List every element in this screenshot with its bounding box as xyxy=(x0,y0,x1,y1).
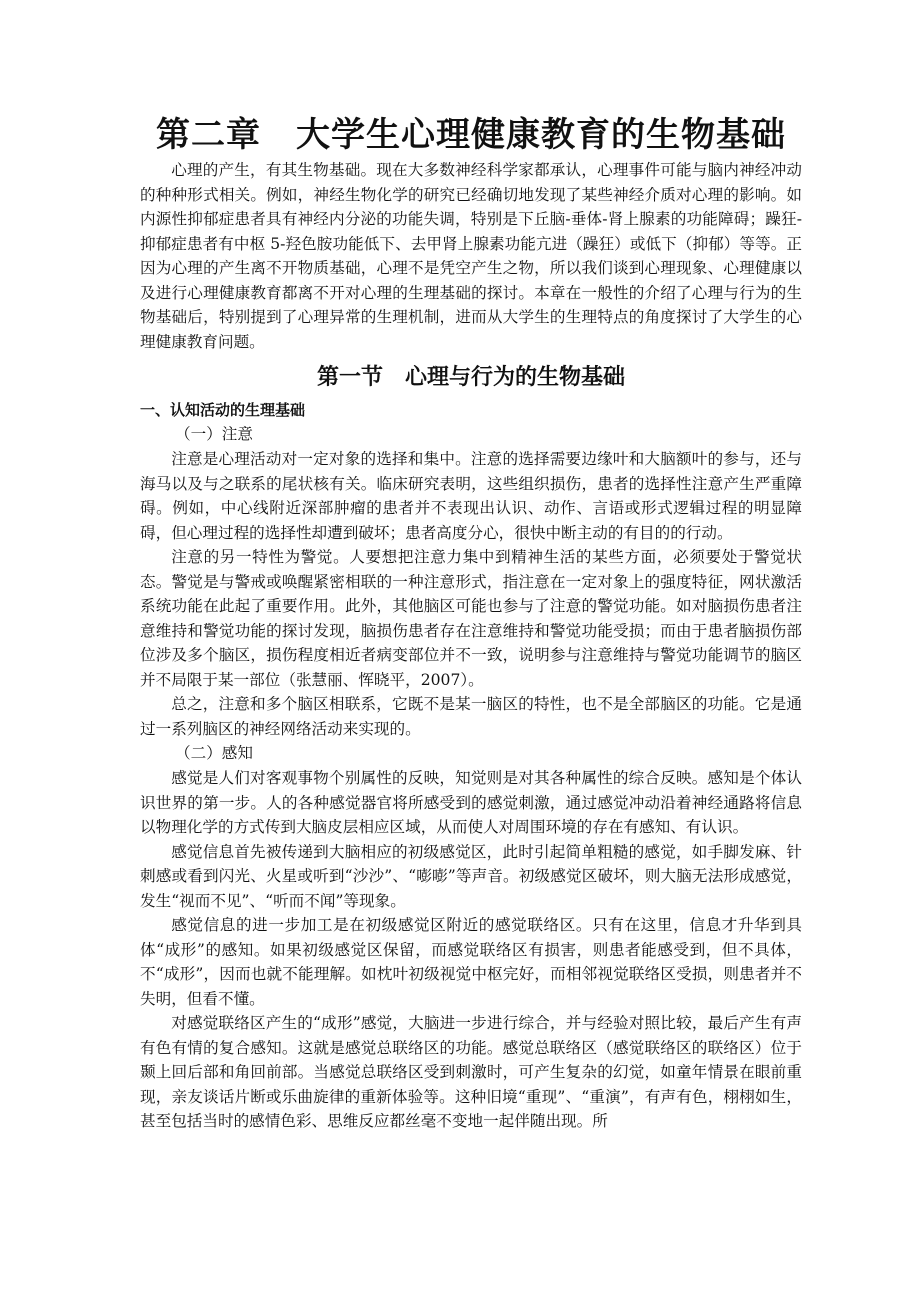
attention-paragraph: 总之，注意和多个脑区相联系，它既不是某一脑区的特性，也不是全部脑区的功能。它是通过一系列脑区的神经网络活动来实现的。 xyxy=(140,695,802,738)
perception-paragraph: 对感觉联络区产生的“成形”感觉，大脑进一步进行综合，并与经验对照比较，最后产生有声有色有情的复合感知。这就是感觉总联络区的功能。感觉总联络区（感觉联络区的联络区）位于颞上回后部和角回前部。当感觉总联络区受到刺激时，可产生复杂的幻觉，如童年情景在眼前重现，亲友谈话片断或乐曲旋律的重新体验等。这种旧境“重现”、“重演”，有声有色，栩栩如生，甚至包括当时的感情色彩、思维反应都丝毫不变地一起伴随出现。所 xyxy=(140,1014,802,1130)
attention-paragraph: 注意是心理活动对一定对象的选择和集中。注意的选择需要边缘叶和大脑额叶的参与，还与海马以及与之联系的尾状核有关。临床研究表明，这些组织损伤，患者的选择性注意产生严重障碍。例如，中心线附近深部肿瘤的患者并不表现出认识、动作、言语或形式逻辑过程的明显障碍，但心理过程的选择性却遭到破坏；患者高度分心，很快中断主动的有目的的行动。 xyxy=(140,450,802,542)
perception-paragraph: 感觉是人们对客观事物个别属性的反映，知觉则是对其各种属性的综合反映。感知是个体认识世界的第一步。人的各种感觉器官将所感受到的感觉刺激，通过感觉冲动沿着神经通路将信息以物理化学的方式传到大脑皮层相应区域，从而使人对周围环境的存在有感知、有认识。 xyxy=(140,769,802,836)
perception-paragraph: 感觉信息的进一步加工是在初级感觉区附近的感觉联络区。只有在这里，信息才升华到具体“成形”的感知。如果初级感觉区保留，而感觉联络区有损害，则患者能感受到，但不具体，不“成形”，因而也就不能理解。如枕叶初级视觉中枢完好，而相邻视觉联络区受损，则患者并不失明，但看不懂。 xyxy=(140,916,802,1008)
subheading-attention: （一）注意 xyxy=(175,425,253,443)
heading-cognitive: 一、认知活动的生理基础 xyxy=(140,401,306,419)
subheading-perception: （二）感知 xyxy=(175,744,253,762)
intro-paragraph: 心理的产生，有其生物基础。现在大多数神经科学家都承认，心理事件可能与脑内神经冲动的种种形式相关。例如，神经生物化学的研究已经确切地发现了某些神经介质对心理的影响。如内源性抑郁症患者具有神经内分泌的功能失调，特别是下丘脑-垂体-肾上腺素的功能障碍；躁狂-抑郁症患者有中枢 5-羟色胺功能低下、去甲肾上腺素功能亢进（躁狂）或低下（抑郁）等等。正因为心理的产生离不开物质基础，心理不是凭空产生之物，所以我们谈到心理现象、心理健康以及进行心理健康教育都离不开对心理的生理基础的探讨。本章在一般性的介绍了心理与行为的生物基础后，特别提到了心理异常的生理机制，进而从大学生的生理特点的角度探讨了大学生的心理健康教育问题。 xyxy=(140,161,802,351)
attention-paragraph: 注意的另一特性为警觉。人要想把注意力集中到精神生活的某些方面，必须要处于警觉状态。警觉是与警戒或唤醒紧密相联的一种注意形式，指注意在一定对象上的强度特征，网状激活系统功能在此起了重要作用。此外，其他脑区可能也参与了注意的警觉功能。如对脑损伤患者注意维持和警觉功能的探讨发现，脑损伤患者存在注意维持和警觉功能受损；而由于患者脑损伤部位涉及多个脑区，损伤程度相近者病变部位并不一致，说明参与注意维持与警觉功能调节的脑区并不局限于某一部位（张慧丽、恽晓平，2007）。 xyxy=(140,548,802,689)
section-title: 第一节 心理与行为的生物基础 xyxy=(316,364,625,390)
chapter-title: 第二章 大学生心理健康教育的生物基础 xyxy=(156,115,786,155)
perception-paragraph: 感觉信息首先被传递到大脑相应的初级感觉区，此时引起简单粗糙的感觉，如手脚发麻、针刺感或看到闪光、火星或听到“沙沙”、“嘭嘭”等声音。初级感觉区破坏，则大脑无法形成感觉，发生“视而不见”、“听而不闻”等现象。 xyxy=(140,842,802,910)
document-page xyxy=(140,112,802,1134)
